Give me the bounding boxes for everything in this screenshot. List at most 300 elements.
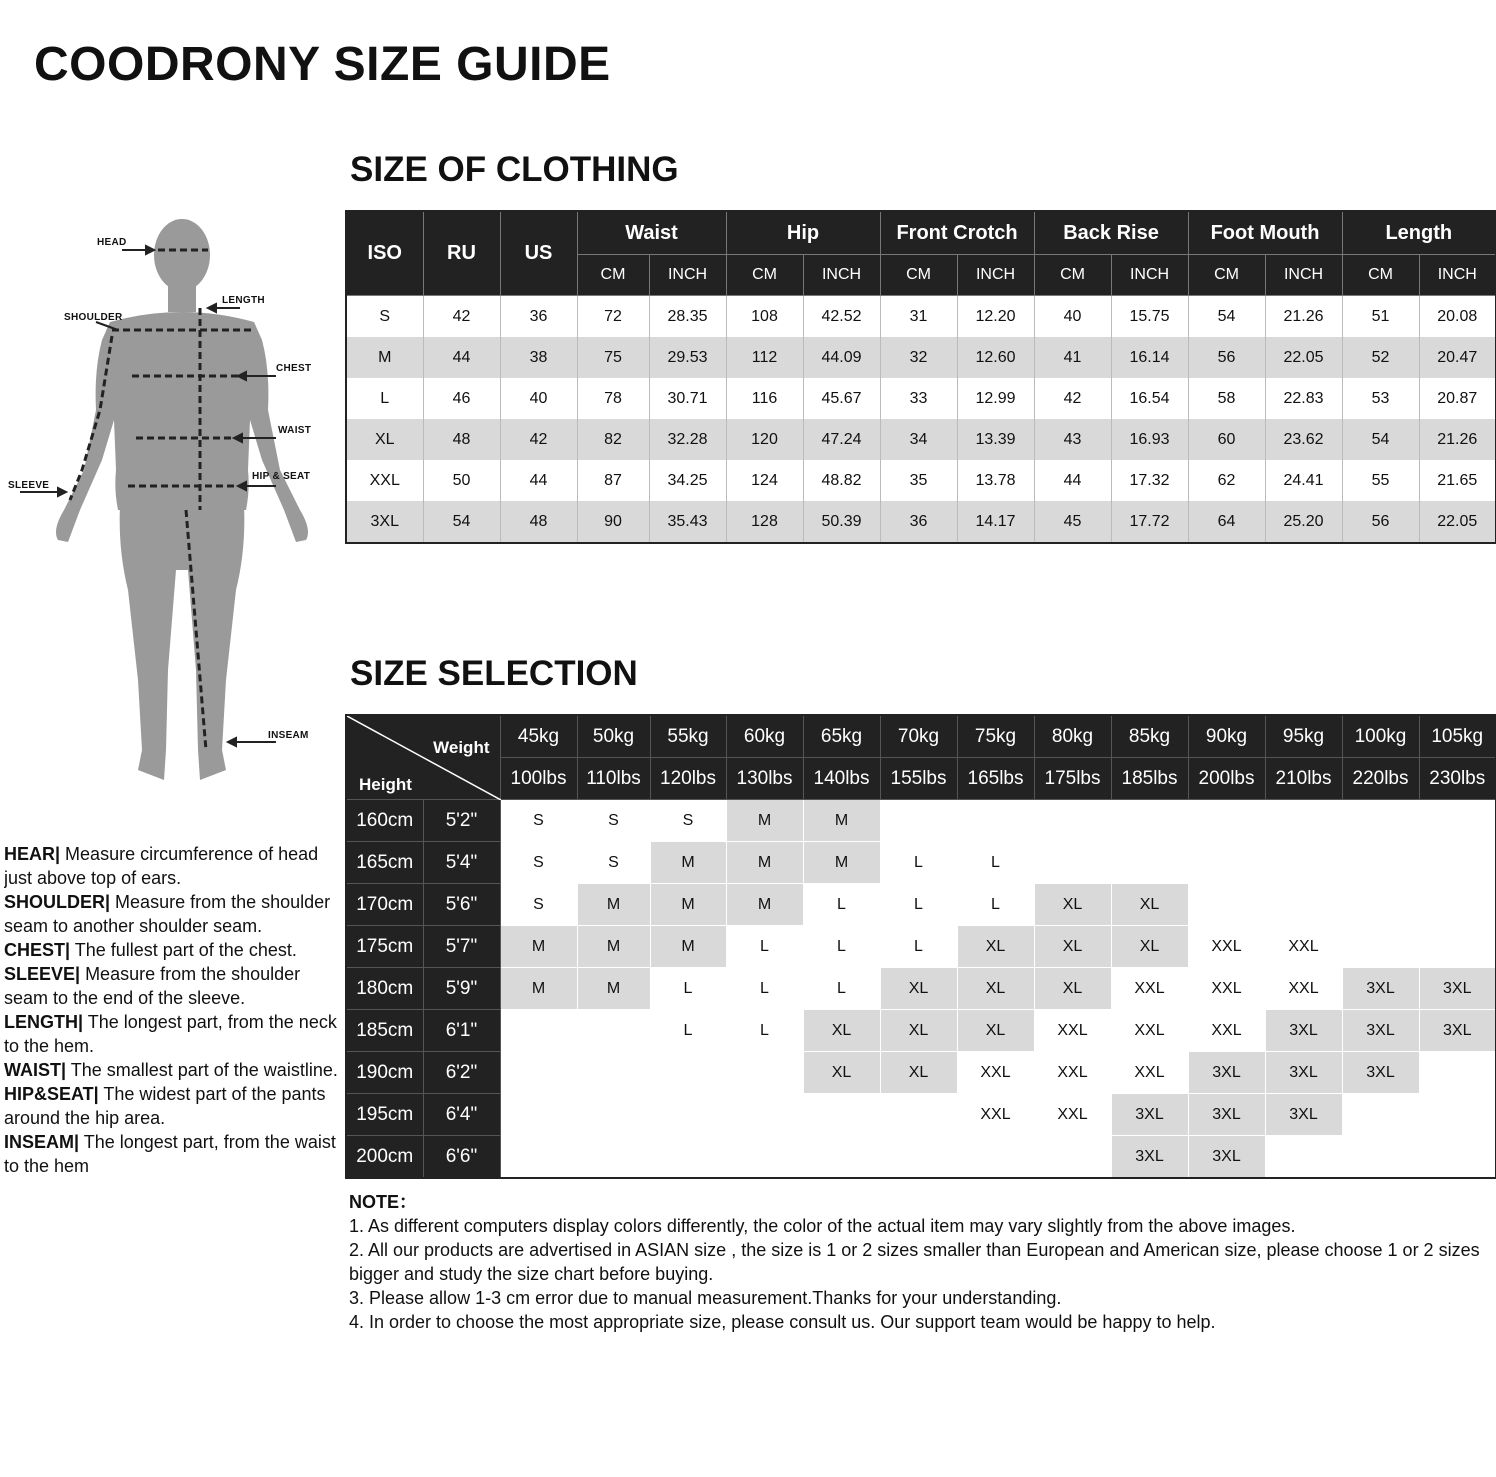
table-cell: 22.05: [1419, 501, 1496, 543]
table-cell: 50: [423, 460, 500, 501]
col-group-front-crotch: Front Crotch: [880, 211, 1034, 255]
weight-kg-header: 100kg: [1342, 715, 1419, 758]
table-row: [346, 1136, 1496, 1179]
size-cell: 3XL: [1188, 1052, 1265, 1094]
weight-kg-header: 60kg: [726, 715, 803, 758]
size-cell: [1188, 842, 1265, 884]
table-cell: 41: [1034, 337, 1111, 378]
unit-header: INCH: [1265, 255, 1342, 296]
size-cell: [1342, 1136, 1419, 1179]
table-cell: 53: [1342, 378, 1419, 419]
table-cell: 82: [577, 419, 649, 460]
table-cell: 47.24: [803, 419, 880, 460]
table-cell: 16.14: [1111, 337, 1188, 378]
unit-header: CM: [1342, 255, 1419, 296]
size-cell: XXL: [1111, 968, 1188, 1010]
table-cell: 87: [577, 460, 649, 501]
size-cell: 3XL: [1342, 1052, 1419, 1094]
table-cell: 32: [880, 337, 957, 378]
table-cell: 43: [1034, 419, 1111, 460]
size-cell: 3XL: [1342, 968, 1419, 1010]
size-cell: XXL: [1034, 1052, 1111, 1094]
table-cell: 16.93: [1111, 419, 1188, 460]
weight-height-corner: [346, 715, 500, 800]
size-cell: [726, 1136, 803, 1179]
col-group-foot-mouth: Foot Mouth: [1188, 211, 1342, 255]
size-cell: [577, 1052, 650, 1094]
size-cell: [650, 1052, 726, 1094]
size-cell: M: [577, 884, 650, 926]
table-cell: 42: [500, 419, 577, 460]
size-cell: [880, 800, 957, 842]
section-title-clothing: SIZE OF CLOTHING: [350, 150, 679, 189]
size-cell: L: [726, 1010, 803, 1052]
weight-kg-header: 75kg: [957, 715, 1034, 758]
weight-lbs-header: 100lbs: [500, 758, 577, 800]
weight-lbs-header: 210lbs: [1265, 758, 1342, 800]
body-measurement-figure: [0, 210, 330, 810]
table-cell: 54: [1342, 419, 1419, 460]
size-cell: [500, 1094, 577, 1136]
weight-kg-header: 70kg: [880, 715, 957, 758]
definition-term: LENGTH|: [4, 1012, 84, 1032]
height-cm-cell: 190cm: [346, 1052, 423, 1094]
unit-header: INCH: [1111, 255, 1188, 296]
table-cell: 42: [1034, 378, 1111, 419]
table-row: [346, 842, 1496, 884]
definition-text: Measure from the shoulder seam to the end of the sleeve.: [4, 964, 301, 1008]
table-cell: 22.83: [1265, 378, 1342, 419]
size-cell: S: [500, 800, 577, 842]
size-cell: XXL: [1188, 1010, 1265, 1052]
size-cell: XXL: [1188, 968, 1265, 1010]
table-cell: 12.60: [957, 337, 1034, 378]
definition-term: HEAR|: [4, 844, 61, 864]
col-group-hip: Hip: [726, 211, 880, 255]
table-cell: 3XL: [346, 501, 423, 543]
height-cm-cell: 195cm: [346, 1094, 423, 1136]
table-row: [346, 501, 1496, 543]
size-cell: M: [726, 884, 803, 926]
table-row: [346, 337, 1496, 378]
size-cell: S: [650, 800, 726, 842]
unit-header: CM: [880, 255, 957, 296]
height-cm-cell: 175cm: [346, 926, 423, 968]
size-cell: 3XL: [1265, 1010, 1342, 1052]
definition-text: The smallest part of the waistline.: [66, 1060, 338, 1080]
table-row: [346, 378, 1496, 419]
human-body-silhouette: [0, 210, 330, 810]
size-cell: [1419, 1052, 1496, 1094]
definition-item: [4, 938, 339, 962]
size-cell: L: [957, 884, 1034, 926]
height-ft-cell: 6'1": [423, 1010, 500, 1052]
height-ft-cell: 6'6": [423, 1136, 500, 1179]
unit-header: INCH: [649, 255, 726, 296]
weight-lbs-header: 130lbs: [726, 758, 803, 800]
size-cell: XL: [957, 926, 1034, 968]
table-cell: 24.41: [1265, 460, 1342, 501]
table-cell: 55: [1342, 460, 1419, 501]
note-item: 2. All our products are advertised in ASIAN size , the size is 1 or 2 sizes smaller than European and American size, please choose 1 or 2 sizes bigger and study the size chart before buying.: [349, 1240, 1480, 1284]
height-cm-cell: 165cm: [346, 842, 423, 884]
size-cell: 3XL: [1265, 1052, 1342, 1094]
size-cell: [1188, 884, 1265, 926]
height-ft-cell: 5'7": [423, 926, 500, 968]
table-cell: 40: [1034, 296, 1111, 338]
size-cell: [1419, 926, 1496, 968]
weight-lbs-header: 110lbs: [577, 758, 650, 800]
col-header-iso: ISO: [346, 211, 423, 296]
table-row: [346, 1010, 1496, 1052]
size-cell: M: [500, 968, 577, 1010]
size-cell: [500, 1010, 577, 1052]
size-cell: L: [957, 842, 1034, 884]
table-cell: S: [346, 296, 423, 338]
table-cell: 36: [500, 296, 577, 338]
notes-heading: NOTE：: [349, 1192, 418, 1212]
height-cm-cell: 180cm: [346, 968, 423, 1010]
weight-kg-header: 65kg: [803, 715, 880, 758]
table-cell: 90: [577, 501, 649, 543]
measurement-definitions: [4, 842, 339, 1218]
page-title: COODRONY SIZE GUIDE: [34, 38, 611, 91]
table-cell: 51: [1342, 296, 1419, 338]
size-cell: [726, 1094, 803, 1136]
col-group-length: Length: [1342, 211, 1496, 255]
size-cell: [1034, 800, 1111, 842]
weight-label: Weight: [433, 738, 490, 757]
table-cell: 124: [726, 460, 803, 501]
size-cell: [1342, 1094, 1419, 1136]
size-cell: L: [803, 926, 880, 968]
table-cell: 48.82: [803, 460, 880, 501]
table-cell: 21.65: [1419, 460, 1496, 501]
size-cell: L: [726, 926, 803, 968]
size-cell: 3XL: [1111, 1136, 1188, 1179]
table-cell: 48: [423, 419, 500, 460]
size-cell: [1419, 800, 1496, 842]
table-cell: 56: [1342, 501, 1419, 543]
size-cell: M: [726, 842, 803, 884]
size-cell: L: [880, 842, 957, 884]
table-cell: 14.17: [957, 501, 1034, 543]
section-title-selection: SIZE SELECTION: [350, 654, 638, 693]
size-cell: [577, 1094, 650, 1136]
height-cm-cell: 170cm: [346, 884, 423, 926]
size-cell: XXL: [1111, 1010, 1188, 1052]
table-cell: 44: [1034, 460, 1111, 501]
col-header-us: US: [500, 211, 577, 296]
table-cell: 29.53: [649, 337, 726, 378]
definition-text: The widest part of the pants around the hip area.: [4, 1084, 326, 1128]
size-cell: [500, 1136, 577, 1179]
definition-text: Measure from the shoulder seam to another shoulder seam.: [4, 892, 331, 936]
table-cell: 64: [1188, 501, 1265, 543]
table-cell: 40: [500, 378, 577, 419]
table-cell: 35.43: [649, 501, 726, 543]
size-cell: [1342, 884, 1419, 926]
note-item: 3. Please allow 1-3 cm error due to manual measurement.Thanks for your understanding.: [349, 1288, 1062, 1308]
table-cell: 20.08: [1419, 296, 1496, 338]
weight-lbs-header: 185lbs: [1111, 758, 1188, 800]
col-header-ru: RU: [423, 211, 500, 296]
size-cell: XXL: [957, 1052, 1034, 1094]
size-cell: M: [577, 968, 650, 1010]
unit-header: CM: [1034, 255, 1111, 296]
size-cell: XL: [957, 968, 1034, 1010]
size-cell: XL: [1034, 926, 1111, 968]
size-cell: XXL: [1265, 968, 1342, 1010]
size-cell: M: [500, 926, 577, 968]
table-cell: 48: [500, 501, 577, 543]
size-cell: M: [650, 884, 726, 926]
table-cell: 45.67: [803, 378, 880, 419]
weight-kg-header: 95kg: [1265, 715, 1342, 758]
table-row: [346, 800, 1496, 842]
unit-header: INCH: [803, 255, 880, 296]
height-cm-cell: 200cm: [346, 1136, 423, 1179]
table-cell: 12.20: [957, 296, 1034, 338]
table-row: [346, 1094, 1496, 1136]
definition-text: Measure circumference of head just above top of ears.: [4, 844, 319, 888]
definition-text: The fullest part of the chest.: [70, 940, 297, 960]
size-cell: L: [650, 968, 726, 1010]
size-cell: M: [726, 800, 803, 842]
table-cell: 16.54: [1111, 378, 1188, 419]
size-cell: [803, 1094, 880, 1136]
table-cell: 52: [1342, 337, 1419, 378]
size-of-clothing-table: [345, 210, 1496, 544]
size-cell: XXL: [1265, 926, 1342, 968]
weight-lbs-header: 165lbs: [957, 758, 1034, 800]
size-cell: L: [650, 1010, 726, 1052]
size-cell: [1265, 842, 1342, 884]
weight-lbs-header: 140lbs: [803, 758, 880, 800]
table-row: [346, 926, 1496, 968]
label-shoulder: SHOULDER: [64, 312, 123, 323]
size-cell: XL: [880, 968, 957, 1010]
unit-header: CM: [1188, 255, 1265, 296]
size-cell: L: [803, 884, 880, 926]
definition-term: CHEST|: [4, 940, 71, 960]
table-cell: 58: [1188, 378, 1265, 419]
size-cell: 3XL: [1111, 1094, 1188, 1136]
label-hip: HIP & SEAT: [252, 471, 311, 482]
note-item: 4. In order to choose the most appropriate size, please consult us. Our support team would be happy to help.: [349, 1312, 1216, 1332]
table-cell: 54: [423, 501, 500, 543]
size-cell: 3XL: [1342, 1010, 1419, 1052]
height-cm-cell: 185cm: [346, 1010, 423, 1052]
size-cell: [1419, 1136, 1496, 1179]
table-cell: 33: [880, 378, 957, 419]
size-cell: S: [500, 842, 577, 884]
definition-item: [4, 962, 339, 1010]
size-cell: S: [577, 800, 650, 842]
note-item: 1. As different computers display colors differently, the color of the actual item may vary slightly from the above images.: [349, 1216, 1296, 1236]
size-cell: L: [726, 968, 803, 1010]
weight-lbs-header: 120lbs: [650, 758, 726, 800]
height-cm-cell: 160cm: [346, 800, 423, 842]
size-cell: [1419, 842, 1496, 884]
size-cell: 3XL: [1188, 1094, 1265, 1136]
table-cell: 44: [500, 460, 577, 501]
table-cell: L: [346, 378, 423, 419]
size-cell: XXL: [1034, 1094, 1111, 1136]
table-cell: 21.26: [1419, 419, 1496, 460]
size-cell: [1342, 926, 1419, 968]
size-cell: [1342, 800, 1419, 842]
table-cell: 44: [423, 337, 500, 378]
size-cell: M: [650, 926, 726, 968]
table-cell: 54: [1188, 296, 1265, 338]
size-cell: 3XL: [1265, 1094, 1342, 1136]
weight-kg-header: 45kg: [500, 715, 577, 758]
size-cell: S: [500, 884, 577, 926]
table-cell: 42.52: [803, 296, 880, 338]
size-cell: XXL: [1034, 1010, 1111, 1052]
size-cell: M: [577, 926, 650, 968]
size-cell: XL: [880, 1052, 957, 1094]
table-cell: XXL: [346, 460, 423, 501]
size-cell: XL: [957, 1010, 1034, 1052]
table-cell: 34.25: [649, 460, 726, 501]
table-cell: 17.32: [1111, 460, 1188, 501]
table-cell: 25.20: [1265, 501, 1342, 543]
height-ft-cell: 5'9": [423, 968, 500, 1010]
size-cell: XL: [803, 1010, 880, 1052]
size-cell: XL: [880, 1010, 957, 1052]
table-cell: 32.28: [649, 419, 726, 460]
table-cell: 120: [726, 419, 803, 460]
size-cell: [1111, 800, 1188, 842]
size-cell: [726, 1052, 803, 1094]
weight-kg-header: 105kg: [1419, 715, 1496, 758]
definition-item: [4, 1130, 339, 1178]
table-cell: 75: [577, 337, 649, 378]
size-selection-table: [345, 714, 1496, 1179]
table-row: [346, 884, 1496, 926]
height-ft-cell: 6'4": [423, 1094, 500, 1136]
label-waist: WAIST: [278, 425, 312, 436]
size-cell: [880, 1094, 957, 1136]
size-cell: [957, 1136, 1034, 1179]
size-cell: XXL: [1111, 1052, 1188, 1094]
definition-item: [4, 842, 339, 890]
size-cell: L: [880, 926, 957, 968]
table-cell: 12.99: [957, 378, 1034, 419]
table-cell: M: [346, 337, 423, 378]
size-cell: M: [650, 842, 726, 884]
size-cell: [1034, 1136, 1111, 1179]
size-cell: [957, 800, 1034, 842]
size-cell: [880, 1136, 957, 1179]
size-cell: [577, 1136, 650, 1179]
label-length: LENGTH: [222, 295, 265, 306]
size-cell: [1034, 842, 1111, 884]
table-row: [346, 1052, 1496, 1094]
size-cell: 3XL: [1419, 968, 1496, 1010]
weight-lbs-header: 220lbs: [1342, 758, 1419, 800]
table-cell: 78: [577, 378, 649, 419]
size-cell: XL: [1034, 968, 1111, 1010]
unit-header: CM: [726, 255, 803, 296]
size-cell: [500, 1052, 577, 1094]
col-group-waist: Waist: [577, 211, 726, 255]
table-cell: 35: [880, 460, 957, 501]
table-cell: 42: [423, 296, 500, 338]
table-row: [346, 419, 1496, 460]
size-cell: [650, 1094, 726, 1136]
weight-lbs-header: 230lbs: [1419, 758, 1496, 800]
height-ft-cell: 5'6": [423, 884, 500, 926]
table-cell: 20.87: [1419, 378, 1496, 419]
definition-term: SLEEVE|: [4, 964, 81, 984]
size-cell: M: [803, 800, 880, 842]
definition-term: HIP&SEAT|: [4, 1084, 99, 1104]
definition-item: [4, 1082, 339, 1130]
table-cell: 21.26: [1265, 296, 1342, 338]
size-cell: XXL: [957, 1094, 1034, 1136]
table-cell: 116: [726, 378, 803, 419]
definition-item: [4, 1058, 339, 1082]
size-cell: XL: [1111, 884, 1188, 926]
table-row: [346, 460, 1496, 501]
size-cell: XXL: [1188, 926, 1265, 968]
size-cell: XL: [1111, 926, 1188, 968]
size-cell: 3XL: [1188, 1136, 1265, 1179]
size-cell: [577, 1010, 650, 1052]
height-ft-cell: 5'4": [423, 842, 500, 884]
label-inseam: INSEAM: [268, 730, 309, 741]
table-cell: 36: [880, 501, 957, 543]
size-cell: [1419, 1094, 1496, 1136]
label-chest: CHEST: [276, 363, 312, 374]
size-cell: XL: [803, 1052, 880, 1094]
size-cell: [1342, 842, 1419, 884]
size-cell: [650, 1136, 726, 1179]
table-cell: 50.39: [803, 501, 880, 543]
size-cell: [1111, 842, 1188, 884]
size-cell: [1265, 800, 1342, 842]
weight-kg-header: 55kg: [650, 715, 726, 758]
definition-text: The longest part, from the waist to the hem: [4, 1132, 336, 1176]
size-cell: XL: [1034, 884, 1111, 926]
weight-kg-header: 50kg: [577, 715, 650, 758]
size-cell: [803, 1136, 880, 1179]
table-row: [346, 296, 1496, 338]
height-ft-cell: 6'2": [423, 1052, 500, 1094]
table-cell: 46: [423, 378, 500, 419]
weight-kg-header: 85kg: [1111, 715, 1188, 758]
table-cell: 28.35: [649, 296, 726, 338]
label-head: HEAD: [97, 237, 127, 248]
size-cell: [1419, 884, 1496, 926]
table-cell: 13.39: [957, 419, 1034, 460]
size-cell: L: [880, 884, 957, 926]
size-cell: [1265, 1136, 1342, 1179]
table-cell: 23.62: [1265, 419, 1342, 460]
table-cell: 45: [1034, 501, 1111, 543]
table-cell: 22.05: [1265, 337, 1342, 378]
definition-term: WAIST|: [4, 1060, 67, 1080]
table-cell: 128: [726, 501, 803, 543]
unit-header: INCH: [957, 255, 1034, 296]
height-label: Height: [359, 775, 412, 794]
weight-lbs-header: 200lbs: [1188, 758, 1265, 800]
table-cell: 34: [880, 419, 957, 460]
table-cell: XL: [346, 419, 423, 460]
